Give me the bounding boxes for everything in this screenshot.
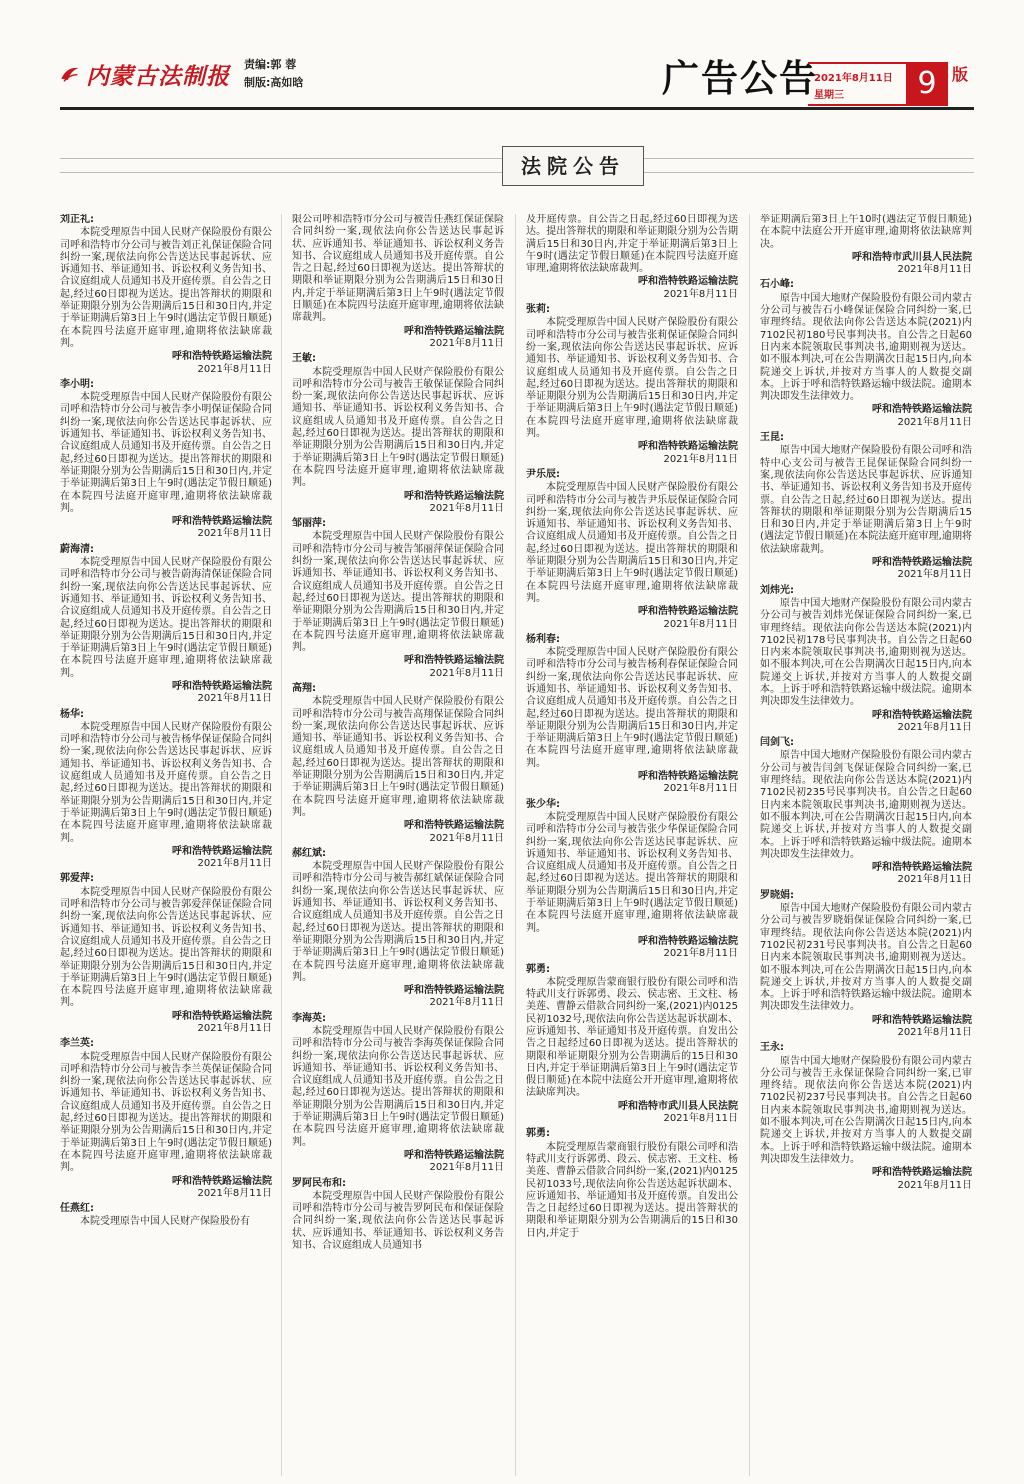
issue-weekday: 星期三 [814, 90, 844, 101]
court-notice [526, 634, 738, 796]
court-notice [292, 683, 504, 845]
court-notice [526, 799, 738, 961]
notice-date: 2021年8月11日 [429, 667, 504, 679]
notice-addressee: 王敏: [292, 353, 316, 365]
notice-body: 原告中国大地财产保险股份有限公司内蒙古分公司与被告刘炜光保证保险合同纠纷一案,已审理终结。现依法向你公告送达本院(2021)内7102民初178号民事判决书。自公告之日起60日内来本院领取民事判决书,逾期则视为送达。如不服本判决,可在公告期满次日起15日内,向本院递交上诉状,并按对方当事人的人数提交副本。上诉于呼和浩特铁路运输中级法院。逾期本判决即发生法律效力。 [760, 597, 972, 708]
notice-body: 本院受理原告中国人民财产保险股份有限公司呼和浩特市分公司与被告杨华保证保险合同纠纷一案,现依法向你公告送达民事起诉状、应诉通知书、举证通知书、诉讼权利义务告知书、合议庭组成人员通知书及开庭传票。自公告之日起,经过60日即视为送达。提出答辩状的期限和举证期限分别为公告期满后15日和30日内,并定于举证期满后第3日上午9时(遇法定节假日顺延)在本院四号法庭开庭审理,逾期将依法缺席裁判。 [60, 721, 272, 844]
notice-addressee: 尹乐辰: [526, 468, 560, 480]
notice-court: 呼和浩特铁路运输法院 [404, 655, 504, 667]
notice-date: 2021年8月11日 [197, 858, 272, 870]
notice-addressee: 蔚海清: [60, 543, 94, 555]
producer-line: 制版:高如晗 [244, 76, 304, 89]
court-notice [60, 379, 272, 541]
court-notice [292, 353, 504, 515]
notice-body: 本院受理原告中国人民财产保险股份有 [80, 1216, 250, 1228]
notice-column-2 [292, 214, 504, 1476]
notice-court: 呼和浩特铁路运输法院 [404, 1149, 504, 1161]
notice-body: 原告中国大地财产保险股份有限公司内蒙古分公司与被告王永保证保险合同纠纷一案,已审理终结。现依法向你公告送达本院(2021)内7102民初237号民事判决书。自公告之日起60日内来本院领取民事判决书,逾期则视为送达。如不服本判决,可在公告期满次日起15日内,向本院递交上诉状,并按对方当事人的人数提交副本。上诉于呼和浩特铁路运输中级法院。逾期本判决即发生法律效力。 [760, 1055, 972, 1165]
issue-date: 2021年8月11日 [814, 73, 893, 84]
court-notice [526, 1128, 738, 1240]
notice-date: 2021年8月11日 [663, 1113, 738, 1125]
court-notice [760, 890, 972, 1040]
notice-body: 本院受理原告中国人民财产保险股份有限公司呼和浩特市分公司与被告尹乐辰保证保险合同纠纷一案,现依法向你公告送达民事起诉状、应诉通知书、举证通知书、诉讼权利义务告知书、合议庭组成人员通知书及开庭传票。自公告之日起,经过60日即视为送达。提出答辩状的期限和举证期限分别为公告期满后15日和30日内,并定于举证期满后第3日上午9时(遇法定节假日顺延)在本院四号法庭开庭审理,逾期将依法缺席裁判。 [526, 482, 738, 604]
notice-court: 呼和浩特铁路运输法院 [404, 490, 504, 502]
notice-addressee: 杨利春: [526, 633, 560, 645]
page-suffix: 版 [952, 65, 969, 84]
notice-date: 2021年8月11日 [197, 1187, 272, 1199]
notice-court: 呼和浩特铁路运输法院 [872, 1167, 972, 1179]
notice-date: 2021年8月11日 [197, 693, 272, 705]
notice-addressee: 李海英: [292, 1012, 326, 1024]
editor-credits [244, 56, 303, 92]
court-notice [760, 214, 972, 276]
notice-addressee: 郭爱萍: [60, 873, 94, 885]
notice-body: 原告中国大地财产保险股份有限公司呼和浩特中心支公司与被告王昆保证保险合同纠纷一案,现依法向你公告送达民事起诉状、应诉通知书、举证通知书、诉讼权利义务告知书及开庭传票。自公告之日起,经过60日即视为送达。提出答辩状的期限和举证期限分别为公告期满后15日和30日内,并定于举证期满后第3日上午9时(遇法定节假日顺延)在本院法庭开庭审理,逾期将依法缺席裁判。 [760, 445, 972, 555]
court-notice [292, 518, 504, 680]
court-notice [292, 1178, 504, 1253]
paper-name: 内蒙古法制报 [86, 62, 230, 90]
notice-court: 呼和浩特铁路运输法院 [872, 557, 972, 569]
court-notice [292, 848, 504, 1010]
notice-date: 2021年8月11日 [897, 874, 972, 886]
notice-body: 举证期满后第3日上午10时(遇法定节假日顺延)在本院中法庭公开开庭审理,逾期将依法缺席判决。 [760, 214, 972, 250]
notice-date: 2021年8月11日 [197, 528, 272, 540]
emblem-icon [60, 61, 80, 87]
court-notice [760, 737, 972, 887]
notice-body: 及开庭传票。自公告之日起,经过60日即视为送达。提出答辩状的期限和举证期限分别为公告期满后15日和30日内,并定于举证期满后第3日上午9时(遇法定节假日顺延)在本院四号法庭开庭审理,逾期将依法缺席裁判。 [526, 214, 738, 275]
notice-date: 2021年8月11日 [663, 948, 738, 960]
notice-date: 2021年8月11日 [663, 453, 738, 465]
notice-date: 2021年8月11日 [663, 618, 738, 630]
banner-title: 法院公告 [502, 146, 644, 186]
notice-court: 呼和浩特铁路运输法院 [638, 441, 738, 453]
notice-body: 本院受理原告中国人民财产保险股份有限公司呼和浩特市分公司与被告郝红斌保证保险合同纠纷一案,现依法向你公告送达民事起诉状、应诉通知书、举证通知书、诉讼权利义务告知书、合议庭组成人员通知书及开庭传票。自公告之日起,经过60日即视为送达。提出答辩状的期限和举证期限分别为公告期满后15日和30日内,并定于举证期满后第3日上午9时(遇法定节假日顺延)在本院四号法庭开庭审理,逾期将依法缺席裁判。 [292, 861, 504, 983]
court-notice [760, 585, 972, 735]
notice-addressee: 闫剑飞: [760, 737, 794, 749]
notice-court: 呼和浩特铁路运输法院 [172, 680, 272, 692]
notice-court: 呼和浩特铁路运输法院 [872, 862, 972, 874]
notice-court: 呼和浩特铁路运输法院 [404, 985, 504, 997]
notice-court: 呼和浩特市武川县人民法院 [852, 251, 972, 263]
section-title: 广告公告 [662, 57, 818, 100]
notice-addressee: 郭勇: [526, 1128, 550, 1140]
notice-date: 2021年8月11日 [897, 416, 972, 428]
notice-body: 本院受理原告中国人民财产保险股份有限公司呼和浩特市分公司与被告张少华保证保险合同纠纷一案,现依法向你公告送达民事起诉状、应诉通知书、举证通知书、诉讼权利义务告知书、合议庭组成人员通知书及开庭传票。自公告之日起,经过60日即视为送达。提出答辩状的期限和举证期限分别为公告期满后15日和30日内,并定于举证期满后第3日上午9时(遇法定节假日顺延)在本院四号法庭开庭审理,逾期将依法缺席裁判。 [526, 811, 738, 934]
notice-date: 2021年8月11日 [663, 783, 738, 795]
notice-column-3 [526, 214, 738, 1476]
court-notice [526, 469, 738, 631]
notice-date: 2021年8月11日 [897, 569, 972, 581]
notice-addressee: 王永: [760, 1042, 784, 1054]
notice-body: 本院受理原告中国人民财产保险股份有限公司呼和浩特市分公司与被告高翔保证保险合同纠纷一案,现依法向你公告送达民事起诉状、应诉通知书、举证通知书、诉讼权利义务告知书、合议庭组成人员通知书及开庭传票。自公告之日起,经过60日即视为送达。提出答辩状的期限和举证期限分别为公告期满后15日和30日内,并定于举证期满后第3日上午9时(遇法定节假日顺延)在本院四号法庭开庭审理,逾期将依法缺席裁判。 [292, 696, 504, 818]
notice-court: 呼和浩特铁路运输法院 [872, 1014, 972, 1026]
court-notice [760, 279, 972, 429]
column-divider [749, 214, 750, 1476]
notice-body: 本院受理原告中国人民财产保险股份有限公司呼和浩特市分公司与被告李兰英保证保险合同纠纷一案,现依法向你公告送达民事起诉状、应诉通知书、举证通知书、诉讼权利义务告知书、合议庭组成人员通知书及开庭传票。自公告之日起,经过60日即视为送达。提出答辩状的期限和举证期限分别为公告期满后15日和30日内,并定于举证期满后第3日上午9时(遇法定节假日顺延)在本院四号法庭开庭审理,逾期将依法缺席裁判。 [60, 1051, 272, 1174]
court-notice [60, 1038, 272, 1200]
notice-body: 本院受理原告中国人民财产保险股份有限公司呼和浩特市分公司与被告罗阿民布和保证保险合同纠纷一案,现依法向你公告送达民事起诉状、应诉通知书、举证通知书、诉讼权利义务告知书、合议庭组成人员通知书 [292, 1190, 504, 1252]
column-divider [281, 214, 282, 1476]
notice-court: 呼和浩特铁路运输法院 [172, 351, 272, 363]
section-banner [60, 140, 974, 190]
notice-column-1 [60, 214, 272, 1476]
page-number: 9 [906, 62, 948, 106]
notice-addressee: 杨华: [60, 708, 84, 720]
court-notice [60, 214, 272, 376]
court-notice [760, 432, 972, 582]
notice-addressee: 李兰英: [60, 1038, 94, 1050]
notice-body: 本院受理原告中国人民财产保险股份有限公司呼和浩特市分公司与被告李小明保证保险合同纠纷一案,现依法向你公告送达民事起诉状、应诉通知书、举证通知书、诉讼权利义务告知书、合议庭组成人员通知书及开庭传票。自公告之日起,经过60日即视为送达。提出答辩状的期限和举证期限分别为公告期满后15日和30日内,并定于举证期满后第3日上午9时(遇法定节假日顺延)在本院四号法庭开庭审理,逾期将依法缺席裁判。 [60, 392, 272, 514]
notice-column-4 [760, 214, 972, 1476]
notice-body: 本院受理原告中国人民财产保险股份有限公司呼和浩特市分公司与被告蔚海清保证保险合同纠纷一案,现依法向你公告送达民事起诉状、应诉通知书、举证通知书、诉讼权利义务告知书、合议庭组成人员通知书及开庭传票。自公告之日起,经过60日即视为送达。提出答辩状的期限和举证期限分别为公告期满后15日和30日内,并定于举证期满后第3日上午9时(遇法定节假日顺延)在本院四号法庭开庭审理,逾期将依法缺席裁判。 [60, 557, 272, 679]
notice-addressee: 高翔: [292, 682, 316, 694]
notice-addressee: 王昆: [760, 432, 784, 444]
notice-addressee: 刘正礼: [60, 214, 94, 225]
notice-court: 呼和浩特铁路运输法院 [404, 325, 504, 337]
notice-body: 本院受理原告中国人民财产保险股份有限公司呼和浩特市分公司与被告杨利春保证保险合同纠纷一案,现依法向你公告送达民事起诉状、应诉通知书、举证通知书、诉讼权利义务告知书、合议庭组成人员通知书及开庭传票。自公告之日起,经过60日即视为送达。提出答辩状的期限和举证期限分别为公告期满后15日和30日内,并定于举证期满后第3日上午9时(遇法定节假日顺延)在本院四号法庭开庭审理,逾期将依法缺席裁判。 [526, 647, 738, 769]
column-divider [515, 214, 516, 1476]
notice-date: 2021年8月11日 [429, 502, 504, 514]
court-notice [526, 214, 738, 301]
notice-date: 2021年8月11日 [197, 1023, 272, 1034]
notice-court: 呼和浩特铁路运输法院 [638, 771, 738, 783]
notice-court: 呼和浩特铁路运输法院 [172, 845, 272, 857]
court-notice [292, 1013, 504, 1175]
notice-court: 呼和浩特铁路运输法院 [872, 404, 972, 416]
notice-date: 2021年8月11日 [663, 288, 738, 300]
notice-addressee: 张莉: [526, 304, 550, 316]
court-notice [526, 964, 738, 1126]
notice-body: 原告中国大地财产保险股份有限公司内蒙古分公司与被告闫剑飞保证保险合同纠纷一案,已审理终结。现依法向你公告送达本院(2021)内7102民初235号民事判决书。自公告之日起60日内来本院领取民事判决书,逾期则视为送达。如不服本判决,可在公告期满次日起15日内,向本院递交上诉状,并按对方当事人的人数提交副本。上诉于呼和浩特铁路运输中级法院。逾期本判决即发生法律效力。 [760, 750, 972, 860]
court-notice [292, 214, 504, 350]
date-box [808, 62, 906, 106]
notice-addressee: 邹丽萍: [292, 518, 326, 530]
notice-addressee: 任燕红: [60, 1203, 94, 1215]
notice-court: 呼和浩特铁路运输法院 [172, 1175, 272, 1187]
notice-addressee: 李小明: [60, 378, 94, 390]
notice-date: 2021年8月11日 [429, 997, 504, 1009]
court-notice [60, 709, 272, 871]
notice-body: 本院受理原告中国人民财产保险股份有限公司呼和浩特市分公司与被告郭爱萍保证保险合同纠纷一案,现依法向你公告送达民事起诉状、应诉通知书、举证通知书、诉讼权利义务告知书、合议庭组成人员通知书及开庭传票。自公告之日起,经过60日即视为送达。提出答辩状的期限和举证期限分别为公告期满后15日和30日内,并定于举证期满后第3日上午9时(遇法定节假日顺延)在本院四号法庭开庭审理,逾期将依法缺席裁判。 [60, 886, 272, 1009]
notice-date: 2021年8月11日 [897, 721, 972, 733]
notice-body: 本院受理原告中国人民财产保险股份有限公司呼和浩特市分公司与被告刘正礼保证保险合同纠纷一案,现依法向你公告送达民事起诉状、应诉通知书、举证通知书、诉讼权利义务告知书、合议庭组成人员通知书及开庭传票。自公告之日起,经过60日即视为送达。提出答辩状的期限和举证期限分别为公告期满后15日和30日内,并定于举证期满后第3日上午9时(遇法定节假日顺延)在本院四号法庭开庭审理,逾期将依法缺席裁判。 [60, 227, 272, 349]
court-notice [60, 873, 272, 1035]
notice-body: 本院受理原告中国人民财产保险股份有限公司呼和浩特市分公司与被告张莉保证保险合同纠纷一案,现依法向你公告送达民事起诉状、应诉通知书、举证通知书、诉讼权利义务告知书、合议庭组成人员通知书及开庭传票。自公告之日起,经过60日即视为送达。提出答辩状的期限和举证期限分别为公告期满后15日和30日内,并定于举证期满后第3日上午9时(遇法定节假日顺延)在本院四号法庭开庭审理,逾期将依法缺席裁判。 [526, 317, 738, 440]
notice-addressee: 郝红斌: [292, 847, 326, 859]
notice-body: 本院受理原告蒙商银行股份有限公司呼和浩特武川支行诉郭勇、段云、侯志密、王文柱、杨美莲、曹静云借款合同纠纷一案,(2021)内0125民初1033号,现依法向你公告送达起诉状副本、应诉通知书、举证通知书及开庭传票。自发出公告之日起经过60日即视为送达。提出答辩状的期限和举证期限分别为公告期满后的15日和30日内,并定于 [526, 1141, 738, 1239]
notice-body: 原告中国大地财产保险股份有限公司内蒙古分公司与被告罗晓娟保证保险合同纠纷一案,已审理终结。现依法向你公告送达本院(2021)内7102民初231号民事判决书。自公告之日起60日内来本院领取民事判决书,逾期则视为送达。如不服本判决,可在公告期满次日起15日内,向本院递交上诉状,并按对方当事人的人数提交副本。上诉于呼和浩特铁路运输中级法院。逾期本判决即发生法律效力。 [760, 903, 972, 1013]
notice-body: 原告中国大地财产保险股份有限公司内蒙古分公司与被告石小峰保证保险合同纠纷一案,已审理终结。现依法向你公告送达本院(2021)内7102民初180号民事判决书。自公告之日起60日内来本院领取民事判决书,逾期则视为送达。如不服本判决,可在公告期满次日起15日内,向本院递交上诉状,并按对方当事人的人数提交副本。上诉于呼和浩特铁路运输中级法院。逾期本判决即发生法律效力。 [760, 292, 972, 403]
notice-addressee: 刘炜光: [760, 584, 794, 596]
notice-date: 2021年8月11日 [429, 1162, 504, 1174]
court-notice [60, 544, 272, 706]
notice-body: 本院受理原告中国人民财产保险股份有限公司呼和浩特市分公司与被告王敏保证保险合同纠纷一案,现依法向你公告送达民事起诉状、应诉通知书、举证通知书、诉讼权利义务告知书、合议庭组成人员通知书及开庭传票。自公告之日起,经过60日即视为送达。提出答辩状的期限和举证期限分别为公告期满后15日和30日内,并定于举证期满后第3日上午9时(遇法定节假日顺延)在本院四号法庭开庭审理,逾期将依法缺席裁判。 [292, 366, 504, 489]
notice-court: 呼和浩特铁路运输法院 [638, 606, 738, 618]
notice-date: 2021年8月11日 [897, 1179, 972, 1191]
notice-addressee: 郭勇: [526, 963, 550, 975]
notice-body: 本院受理原告中国人民财产保险股份有限公司呼和浩特市分公司与被告邹丽萍保证保险合同纠纷一案,现依法向你公告送达民事起诉状、应诉通知书、举证通知书、诉讼权利义务告知书、合议庭组成人员通知书及开庭传票。自公告之日起,经过60日即视为送达。提出答辩状的期限和举证期限分别为公告期满后15日和30日内,并定于举证期满后第3日上午9时(遇法定节假日顺延)在本院四号法庭开庭审理,逾期将依法缺席裁判。 [292, 531, 504, 654]
notice-court: 呼和浩特铁路运输法院 [872, 709, 972, 721]
notice-body: 限公司呼和浩特市分公司与被告任燕红保证保险合同纠纷一案,现依法向你公告送达民事起诉状、应诉通知书、举证通知书、诉讼权利义务告知书、合议庭组成人员通知书及开庭传票。自公告之日起,经过60日即视为送达。提出答辩状的期限和举证期限分别为公告期满后15日和30日内,并定于举证期满后第3日上午9时(遇法定节假日顺延)在本院四号法庭开庭审理,逾期将依法缺席裁判。 [292, 214, 504, 324]
notice-addressee: 石小峰: [760, 279, 794, 291]
editor-line: 责编:郭 蓉 [244, 58, 297, 71]
notice-court: 呼和浩特铁路运输法院 [172, 516, 272, 528]
notice-court: 呼和浩特铁路运输法院 [404, 820, 504, 832]
notice-body: 本院受理原告蒙商银行股份有限公司呼和浩特武川支行诉郭勇、段云、侯志密、王文柱、杨美莲、曹静云借款合同纠纷一案,(2021)内0125民初1032号,现依法向你公告送达起诉状副本、应诉通知书、举证通知书及开庭传票。自发出公告之日起经过60日即视为送达。提出答辩状的期限和举证期限分别为公告期满后的15日和30日内,并定于举证期满后第3日上午9时(遇法定节假日顺延)在本院中法庭公开开庭审理,逾期将依法缺席判决。 [526, 976, 738, 1099]
notice-date: 2021年8月11日 [897, 264, 972, 276]
paper-logo [60, 56, 230, 92]
notice-date: 2021年8月11日 [197, 363, 272, 375]
court-notice [760, 1042, 972, 1192]
notice-date: 2021年8月11日 [897, 1027, 972, 1038]
masthead [0, 0, 1024, 112]
notice-addressee: 张少华: [526, 798, 560, 810]
notice-court: 呼和浩特铁路运输法院 [638, 276, 738, 288]
notice-body: 本院受理原告中国人民财产保险股份有限公司呼和浩特市分公司与被告李海英保证保险合同纠纷一案,现依法向你公告送达民事起诉状、应诉通知书、举证通知书、诉讼权利义务告知书、合议庭组成人员通知书及开庭传票。自公告之日起,经过60日即视为送达。提出答辩状的期限和举证期限分别为公告期满后15日和30日内,并定于举证期满后第3日上午9时(遇法定节假日顺延)在本院四号法庭开庭审理,逾期将依法缺席裁判。 [292, 1026, 504, 1148]
notice-court: 呼和浩特铁路运输法院 [172, 1010, 272, 1022]
masthead-rule [60, 107, 974, 110]
notice-addressee: 罗晓娟: [760, 889, 794, 901]
court-notice [526, 304, 738, 466]
notice-addressee: 罗阿民布和: [292, 1177, 346, 1189]
court-notice [60, 1203, 272, 1229]
notice-date: 2021年8月11日 [429, 337, 504, 349]
notice-court: 呼和浩特铁路运输法院 [638, 935, 738, 947]
notice-court: 呼和浩特市武川县人民法院 [618, 1100, 738, 1112]
notice-date: 2021年8月11日 [429, 832, 504, 844]
